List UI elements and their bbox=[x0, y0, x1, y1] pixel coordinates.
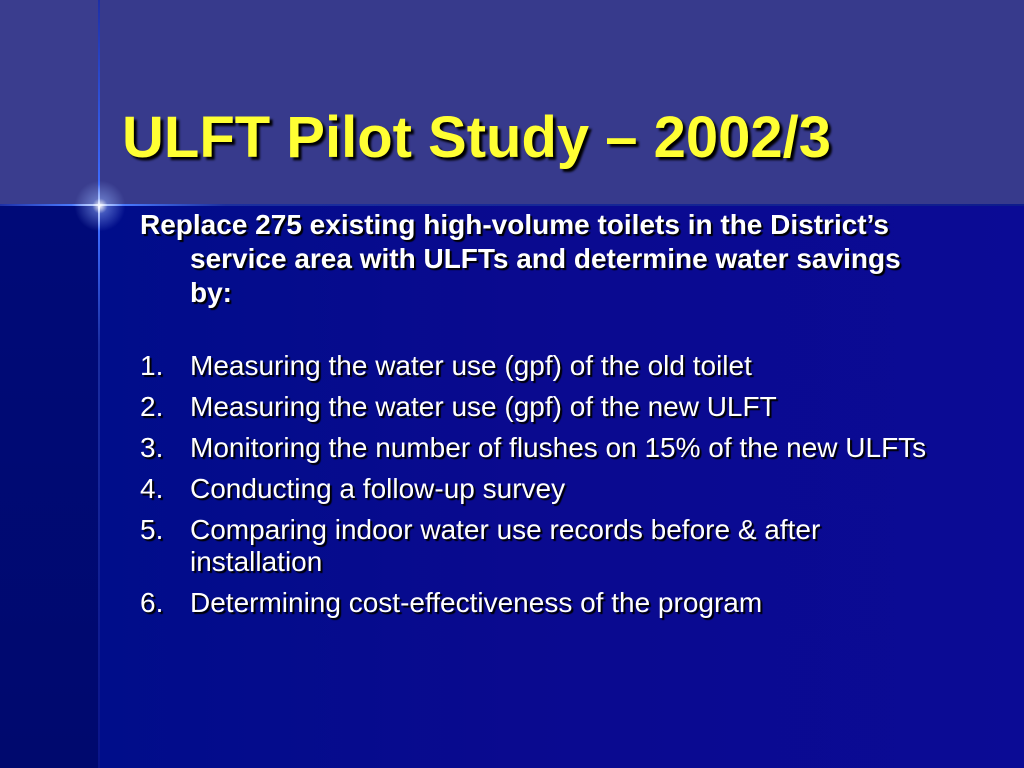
step-number: 1. bbox=[140, 350, 164, 381]
step-number: 5. bbox=[140, 514, 164, 545]
list-item bbox=[140, 391, 930, 423]
vertical-divider-line bbox=[98, 0, 100, 768]
step-text: Comparing indoor water use records before & after installation bbox=[190, 514, 821, 577]
step-number: 3. bbox=[140, 432, 164, 463]
title-band-corner bbox=[0, 0, 99, 205]
list-item bbox=[140, 473, 930, 505]
left-band bbox=[0, 206, 99, 768]
list-item bbox=[140, 432, 930, 464]
step-text: Monitoring the number of flushes on 15% of the new ULFTs bbox=[190, 432, 927, 463]
step-text: Conducting a follow-up survey bbox=[190, 473, 566, 504]
horizontal-divider-line bbox=[0, 204, 1024, 206]
intro-text: Replace 275 existing high-volume toilets in the District’s service area with ULFTs and determine water savings by: bbox=[140, 209, 901, 308]
slide-body bbox=[140, 208, 930, 628]
step-number: 4. bbox=[140, 473, 164, 504]
step-text: Measuring the water use (gpf) of the new ULFT bbox=[190, 391, 777, 422]
step-text: Measuring the water use (gpf) of the old toilet bbox=[190, 350, 752, 381]
steps-list bbox=[140, 350, 930, 619]
list-item bbox=[140, 587, 930, 619]
step-number: 6. bbox=[140, 587, 164, 618]
slide-title: ULFT Pilot Study – 2002/3 bbox=[122, 105, 832, 170]
step-text: Determining cost-effectiveness of the program bbox=[190, 587, 763, 618]
sparkle-icon bbox=[70, 176, 130, 236]
step-number: 2. bbox=[140, 391, 164, 422]
title-band bbox=[0, 0, 1024, 205]
list-item bbox=[140, 350, 930, 382]
list-item bbox=[140, 514, 930, 578]
